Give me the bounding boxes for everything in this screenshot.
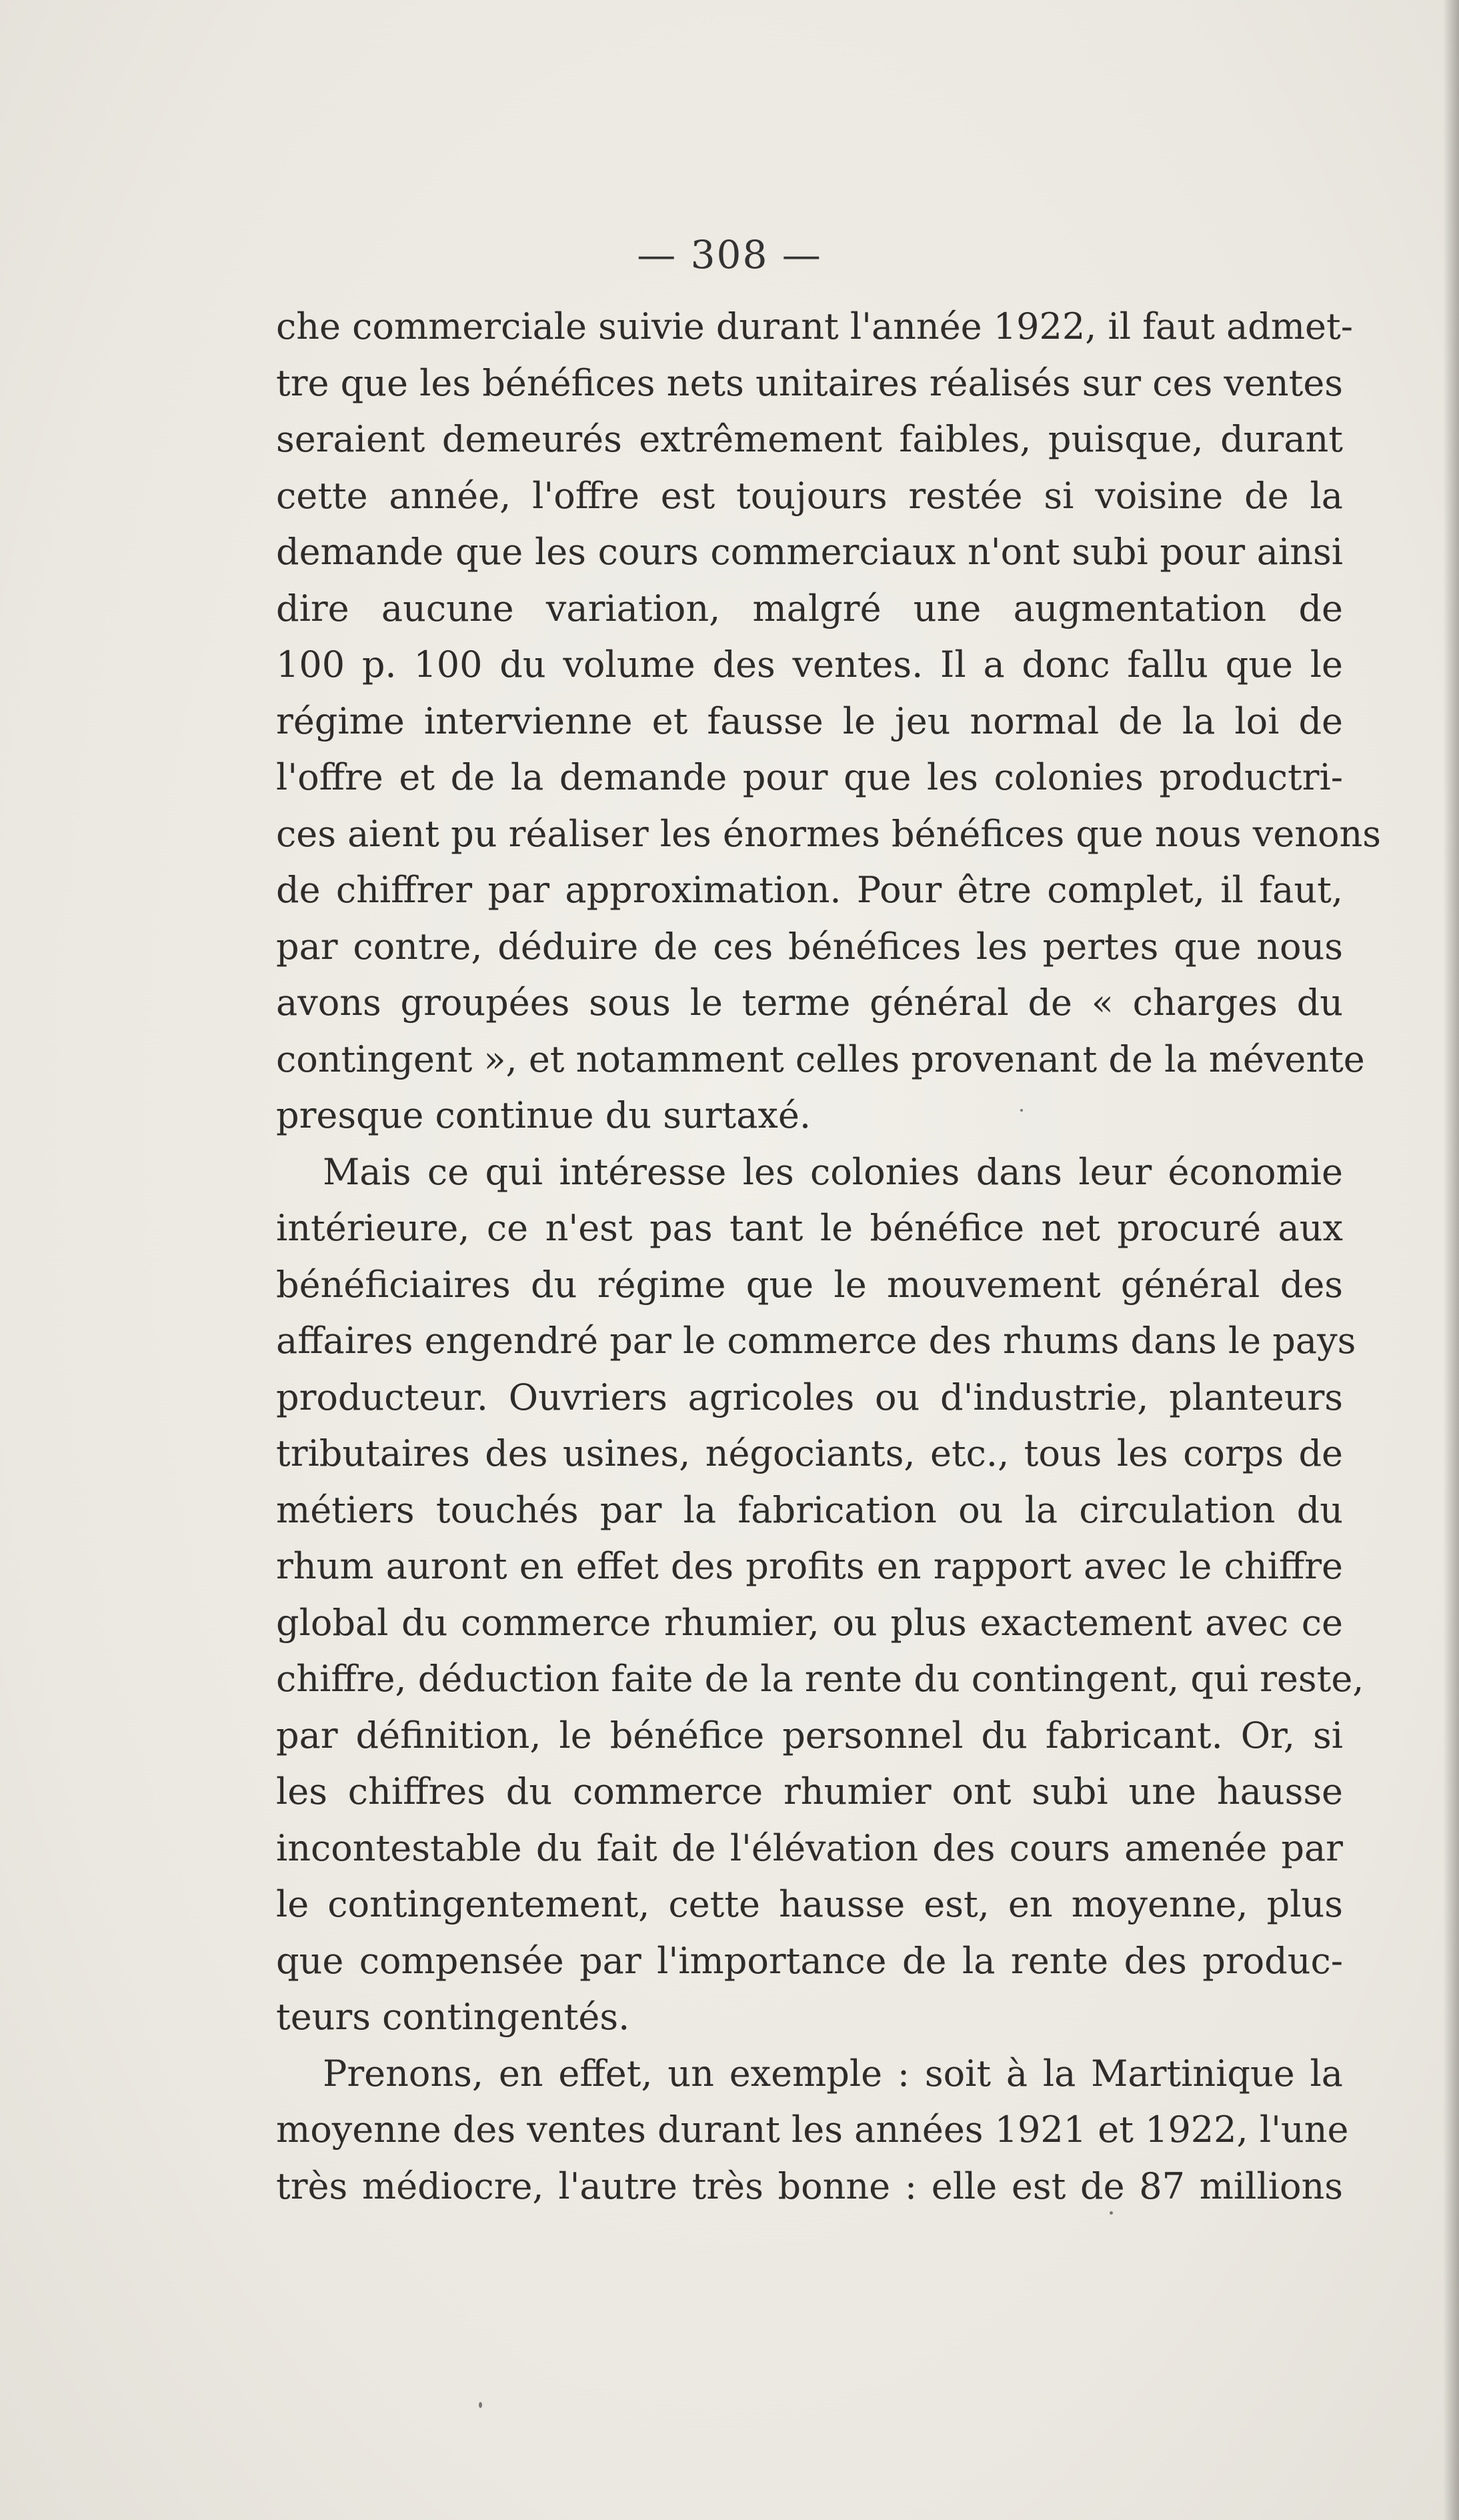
text-line: producteur. Ouvriers agricoles ou d'industrie, planteurs bbox=[276, 1376, 1343, 1418]
text-line: avons groupées sous le terme général de « charges du bbox=[276, 982, 1343, 1024]
text-line: métiers touchés par la fabrication ou la circulation du bbox=[276, 1488, 1343, 1531]
text-line: 100 p. 100 du volume des ventes. Il a donc fallu que le bbox=[276, 644, 1343, 686]
text-line: tre que les bénéfices nets unitaires réalisés sur ces ventes bbox=[276, 361, 1343, 404]
text-line: cette année, l'offre est toujours restée si voisine de la bbox=[276, 474, 1343, 517]
text-line: Prenons, en effet, un exemple : soit à la Martinique la bbox=[323, 2052, 1343, 2095]
text-line: par contre, déduire de ces bénéfices les pertes que nous bbox=[276, 925, 1343, 968]
body-text bbox=[276, 299, 1382, 2215]
text-line: seraient demeurés extrêmement faibles, puisque, durant bbox=[276, 418, 1343, 460]
text-line: régime intervienne et fausse le jeu normal de la loi de bbox=[276, 700, 1343, 742]
text-line: bénéficiaires du régime que le mouvement général des bbox=[276, 1263, 1343, 1306]
text-line: demande que les cours commerciaux n'ont subi pour ainsi bbox=[276, 531, 1343, 573]
text-line: teurs contingentés. bbox=[276, 1996, 630, 2038]
text-line: les chiffres du commerce rhumier ont subi une hausse bbox=[276, 1770, 1343, 1812]
text-line: affaires engendré par le commerce des rhums dans le pays bbox=[276, 1320, 1356, 1362]
page-number: — 308 — bbox=[637, 232, 822, 277]
text-line: ces aient pu réaliser les énormes bénéfices que nous venons bbox=[276, 812, 1382, 855]
text-line: moyenne des ventes durant les années 1921 et 1922, l'une bbox=[276, 2109, 1349, 2151]
text-line: de chiffrer par approximation. Pour être complet, il faut, bbox=[276, 869, 1343, 911]
text-line: chiffre, déduction faite de la rente du contingent, qui reste, bbox=[276, 1658, 1364, 1700]
text-line: intérieure, ce n'est pas tant le bénéfice net procuré aux bbox=[276, 1207, 1343, 1249]
text-line: rhum auront en effet des profits en rapport avec le chiffre bbox=[276, 1545, 1343, 1587]
text-line: par définition, le bénéfice personnel du fabricant. Or, si bbox=[276, 1714, 1343, 1756]
text-line: que compensée par l'importance de la rente des produc- bbox=[276, 1939, 1343, 1982]
paper-speck bbox=[1020, 1109, 1023, 1112]
paper-speck bbox=[1110, 2211, 1113, 2215]
text-line: presque continue du surtaxé. bbox=[276, 1094, 811, 1136]
page-edge-shadow bbox=[1443, 0, 1459, 2520]
text-line: che commerciale suivie durant l'année 1922, il faut admet- bbox=[276, 305, 1353, 347]
text-line: l'offre et de la demande pour que les colonies productri- bbox=[276, 756, 1343, 798]
text-line: global du commerce rhumier, ou plus exactement avec ce bbox=[276, 1601, 1343, 1644]
text-line: contingent », et notamment celles provenant de la mévente bbox=[276, 1038, 1365, 1080]
text-line: Mais ce qui intéresse les colonies dans leur économie bbox=[323, 1150, 1343, 1193]
text-line: le contingentement, cette hausse est, en moyenne, plus bbox=[276, 1883, 1343, 1925]
text-line: incontestable du fait de l'élévation des cours amenée par bbox=[276, 1826, 1343, 1869]
text-line: tributaires des usines, négociants, etc., tous les corps de bbox=[276, 1432, 1343, 1474]
text-line: très médiocre, l'autre très bonne : elle est de 87 millions bbox=[276, 2165, 1343, 2207]
text-line: dire aucune variation, malgré une augmentation de bbox=[276, 587, 1343, 629]
paper-speck bbox=[479, 2402, 482, 2408]
